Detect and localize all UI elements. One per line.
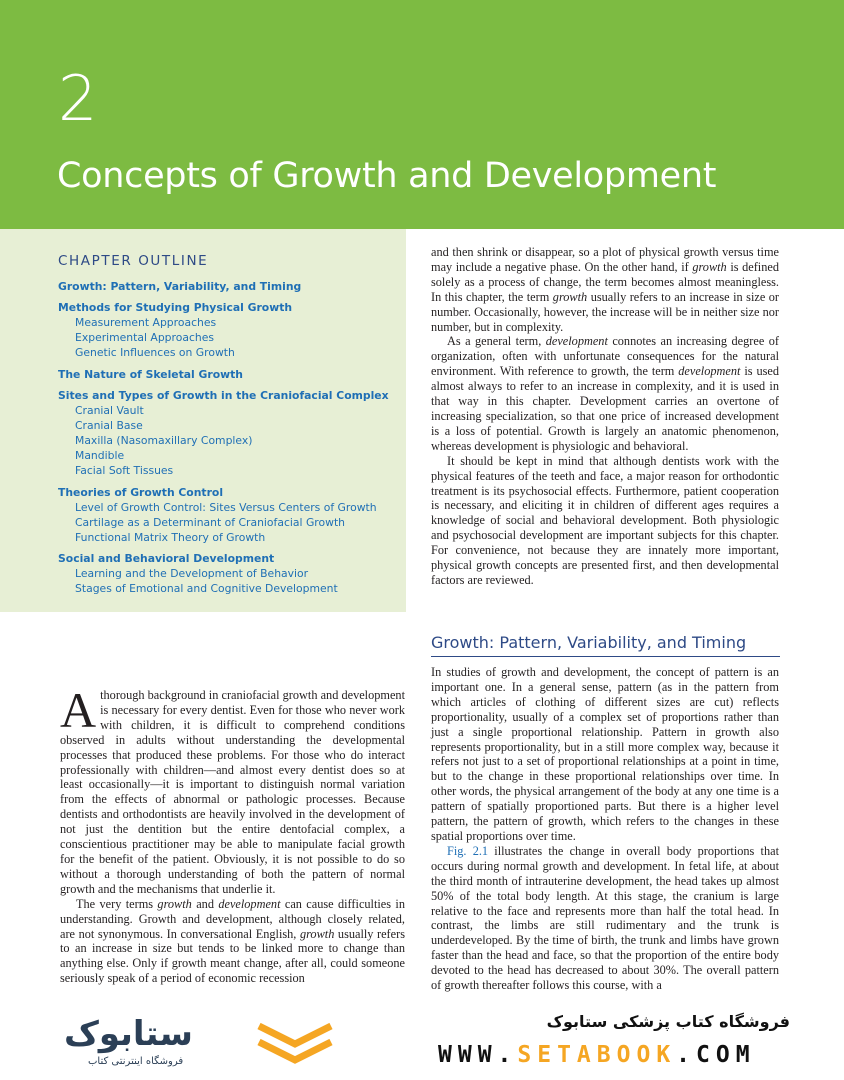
outline-section[interactable]: Social and Behavioral Development bbox=[58, 552, 275, 566]
store-logo[interactable] bbox=[58, 1012, 248, 1074]
outline-section[interactable]: The Nature of Skeletal Growth bbox=[58, 367, 243, 381]
store-url[interactable]: WWW.SETABOOK.COM bbox=[438, 1042, 756, 1068]
outline-list bbox=[58, 279, 403, 597]
outline-section[interactable]: Growth: Pattern, Variability, and Timing bbox=[58, 280, 302, 293]
outline-subsection[interactable]: Measurement Approaches bbox=[75, 316, 217, 329]
section-heading-rule bbox=[431, 656, 780, 657]
body-paragraph: The very terms growth and development can cause difficulties in understanding. Growth and development, although closely related, are not synonymous. In conversational English, growth usually refers to an increase in size but tends to be linked more to change than anything else. Only if growth meant change, after all, could someone seriously speak of a period of economic recession bbox=[60, 896, 405, 986]
outline-subsection[interactable]: Facial Soft Tissues bbox=[75, 464, 174, 478]
outline-subsection[interactable]: Level of Growth Control: Sites Versus Centers of Growth bbox=[75, 500, 377, 514]
outline-heading: CHAPTER OUTLINE bbox=[58, 253, 209, 269]
outline-subsection[interactable]: Mandible bbox=[75, 449, 125, 463]
outline-subsection[interactable]: Cranial Base bbox=[75, 418, 143, 432]
body-paragraph: Fig. 2.1 illustrates the change in overall body proportions that occurs during normal growth and development. In fetal life, at about the third month of intrauterine development, the head takes up almost 50% of the total body length. At this stage, the cranium is large relative to the face and represents more than half the total head. In contrast, the limbs are still rudimentary and the trunk is underdeveloped. By the time of birth, the trunk and limbs have grown faster than the head and face, so that the proportion of the entire body devoted to the head has decreased to about 30%. The overall pattern of growth thereafter follows this course, with a bbox=[431, 843, 779, 993]
left-column-text bbox=[60, 682, 405, 986]
chevron-logo-icon bbox=[255, 1020, 335, 1070]
section-heading: Growth: Pattern, Variability, and Timing bbox=[431, 633, 747, 652]
body-paragraph: It should be kept in mind that although dentists work with the physical features of the teeth and face, a major reason for orthodontic treatment is its psychosocial effects. Furthermore, patient cooperation is necessary, and eliciting it in children of different ages requires a knowledge of social and behavioral development. Both physiologic and psychosocial development are important subjects for this chapter. For convenience, not because they are innately more important, physical growth concepts are presented first, and then developmental factors are reviewed. bbox=[431, 453, 779, 587]
outline-subsection[interactable]: Functional Matrix Theory of Growth bbox=[75, 531, 266, 545]
right-column-text bbox=[431, 245, 779, 588]
body-paragraph: and then shrink or disappear, so a plot of physical growth versus time may include a negative phase. On the other hand, if growth is defined solely as a process of change, the term becomes almost meaningless. In this chapter, the term growth usually refers to an increase in size or number. Occasionally, however, the increase will be in neither size nor number, but in complexity. bbox=[431, 245, 780, 334]
outline-section[interactable]: Sites and Types of Growth in the Craniofacial Complex bbox=[58, 388, 389, 402]
outline-subsection[interactable]: Cranial Vault bbox=[75, 403, 144, 417]
outline-subsection[interactable]: Genetic Influences on Growth bbox=[75, 346, 235, 360]
outline-subsection[interactable]: Maxilla (Nasomaxillary Complex) bbox=[75, 434, 253, 448]
chapter-title: Concepts of Growth and Development bbox=[57, 156, 717, 196]
store-url-brand: SETABOOK bbox=[517, 1042, 677, 1068]
outline-subsection[interactable]: Experimental Approaches bbox=[75, 331, 214, 345]
outline-subsection[interactable]: Stages of Emotional and Cognitive Development bbox=[75, 582, 338, 596]
body-paragraph: In studies of growth and development, the concept of pattern is an important one. In a general sense, pattern (as in the pattern from which articles of clothing of different sizes are cut) reflects proportionality, usually of a complex set of proportions rather than just a single proportional relationship. Pattern in growth also represents proportionality, but in a still more complex way, because it refers not just to a set of proportional relationships at a point in time, but to the change in these proportional relationships over time. In other words, the physical arrangement of the body at any one time is a pattern of spatially proportioned parts. But there is a higher level pattern, the pattern of growth, which refers to the changes in these spatial proportions over time. bbox=[431, 665, 779, 843]
chapter-number: 2 bbox=[58, 62, 98, 135]
store-name: فروشگاه کتاب پزشکی ستابوک bbox=[546, 1012, 790, 1031]
body-paragraph: As a general term, development connotes an increasing degree of organization, often with unfortunate consequences for the natural environment. With reference to growth, the term development is used almost always to refer to an increase in complexity, and it is used in that way in this chapter. Development carries an overtone of increasing specialization, so that one price of increased development is a loss of potential. Growth is largely an anatomic phenomenon, whereas development is physiologic and behavioral. bbox=[431, 334, 779, 453]
figure-reference-link[interactable]: Fig. 2.1 bbox=[447, 843, 489, 858]
outline-section[interactable]: Methods for Studying Physical Growth bbox=[58, 301, 293, 314]
logo-wordmark: ستابوک bbox=[64, 1014, 193, 1054]
outline-section[interactable]: Theories of Growth Control bbox=[58, 485, 224, 499]
outline-subsection[interactable]: Cartilage as a Determinant of Craniofacial Growth bbox=[75, 515, 346, 529]
drop-cap: A bbox=[60, 682, 97, 738]
outline-subsection[interactable]: Learning and the Development of Behavior bbox=[75, 567, 309, 581]
logo-tagline: فروشگاه اینترنتی کتاب bbox=[88, 1056, 184, 1067]
body-paragraph: A thorough background in craniofacial growth and development is necessary for every dentist. Even for those who never work with children, it is difficult to comprehend conditions observed in adults without understanding the developmental processes that produced these problems. For those who do interact professionally with children—and almost every dentist does so at least occasionally—it is important to distinguish normal variation from the effects of abnormal or pathologic processes. Because dentists and orthodontists are heavily involved in the development of not just the dentition but the entire dentofacial complex, a conscientious practitioner may be able to manipulate facial growth for the benefit of the patient. Obviously, it is not possible to do so without a thorough understanding of both the pattern of normal growth and the mechanisms that underlie it. bbox=[60, 682, 405, 896]
right-column-section-text bbox=[431, 665, 779, 993]
